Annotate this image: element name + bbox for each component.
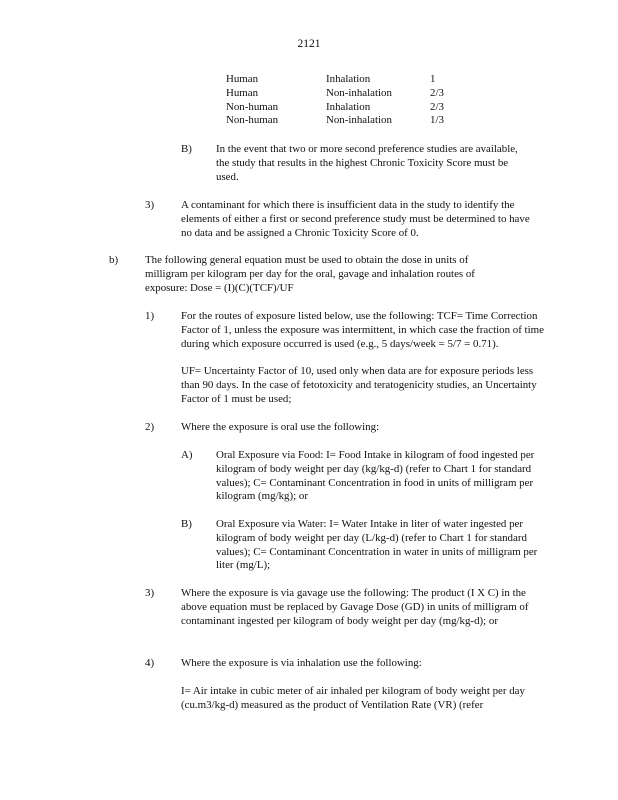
item-label: 2) [145, 421, 155, 433]
item-label: 3) [145, 199, 155, 211]
table-cell-species: Non-human [226, 114, 279, 127]
paragraph: UF= Uncertainty Factor of 10, used only when data are for exposure periods less than 90 days. In the case of fetotoxicity and teratogenicity studies, an Uncertainty Factor of 1 must be used; [181, 365, 537, 405]
table-row [226, 101, 450, 115]
table-cell-route: Non-inhalation [326, 86, 392, 99]
item-label: B) [181, 143, 192, 155]
item-label: b) [109, 254, 119, 266]
paragraph: Oral Exposure via Water: I= Water Intake in liter of water ingested per kilogram of body weight per day (L/kg-d) (refer to Chart 1 for standard values); C= Contaminant Concentration in water in units of milligram per liter (mg/L); [216, 518, 538, 572]
table-row [226, 114, 450, 128]
paragraph: Oral Exposure via Food: I= Food Intake in kilogram of food ingested per kilogram of body weight per day (kg/kg-d) (refer to Chart 1 for standard values); C= Contaminant Concentration in food in units of milligram per kilogram (mg/kg); or [216, 449, 535, 503]
item-label: B) [181, 518, 192, 530]
table-cell-factor: 1 [430, 73, 436, 85]
table-cell-factor: 1/3 [430, 114, 444, 127]
exposure-factor-table [226, 73, 450, 128]
table-cell-route: Inhalation [326, 73, 371, 85]
table-cell-species: Human [226, 86, 259, 99]
table-cell-factor: 2/3 [430, 86, 444, 99]
page-number: 2121 [297, 38, 321, 50]
table-cell-route: Inhalation [326, 100, 371, 113]
paragraph: A contaminant for which there is insufficient data in the study to identify the elements of either a first or second preference study must be determined to have no data and be assigned a Chronic Toxicity Score of 0. [181, 199, 530, 239]
table-cell-factor: 2/3 [430, 100, 444, 113]
table-cell-species: Human [226, 73, 259, 85]
paragraph: Where the exposure is via inhalation use the following: [181, 657, 422, 669]
table-row [226, 73, 450, 87]
item-label: 4) [145, 657, 155, 669]
paragraph: The following general equation must be used to obtain the dose in units of milligram per kilogram per day for the oral, gavage and inhalation routes of exposure: Dose = (I)(C)(TCF)/UF [145, 254, 475, 294]
item-label: A) [181, 449, 193, 461]
table-cell-species: Non-human [226, 100, 279, 113]
paragraph: I= Air intake in cubic meter of air inhaled per kilogram of body weight per day (cu.m3/kg-d) measured as the product of Ventilation Rate (VR) (refer [181, 685, 525, 711]
paragraph: In the event that two or more second preference studies are available, the study that results in the highest Chronic Toxicity Score must be used. [216, 143, 518, 183]
paragraph: Where the exposure is via gavage use the following: The product (I X C) in the above equation must be replaced by Gavage Dose (GD) in units of milligram of contaminant ingested per kilogram of body weight per day (mg/kg-d); or [181, 587, 529, 627]
table-cell-route: Non-inhalation [326, 114, 392, 127]
paragraph: For the routes of exposure listed below, use the following: TCF= Time Correction Factor of 1, unless the exposure was intermittent, in which case the fraction of time during which exposure occurred is used (e.g., 5 days/week = 5/7 = 0.71). [181, 310, 544, 350]
item-label: 1) [145, 310, 155, 322]
table-row [226, 87, 450, 101]
paragraph: Where the exposure is oral use the following: [181, 421, 380, 433]
item-label: 3) [145, 587, 155, 599]
